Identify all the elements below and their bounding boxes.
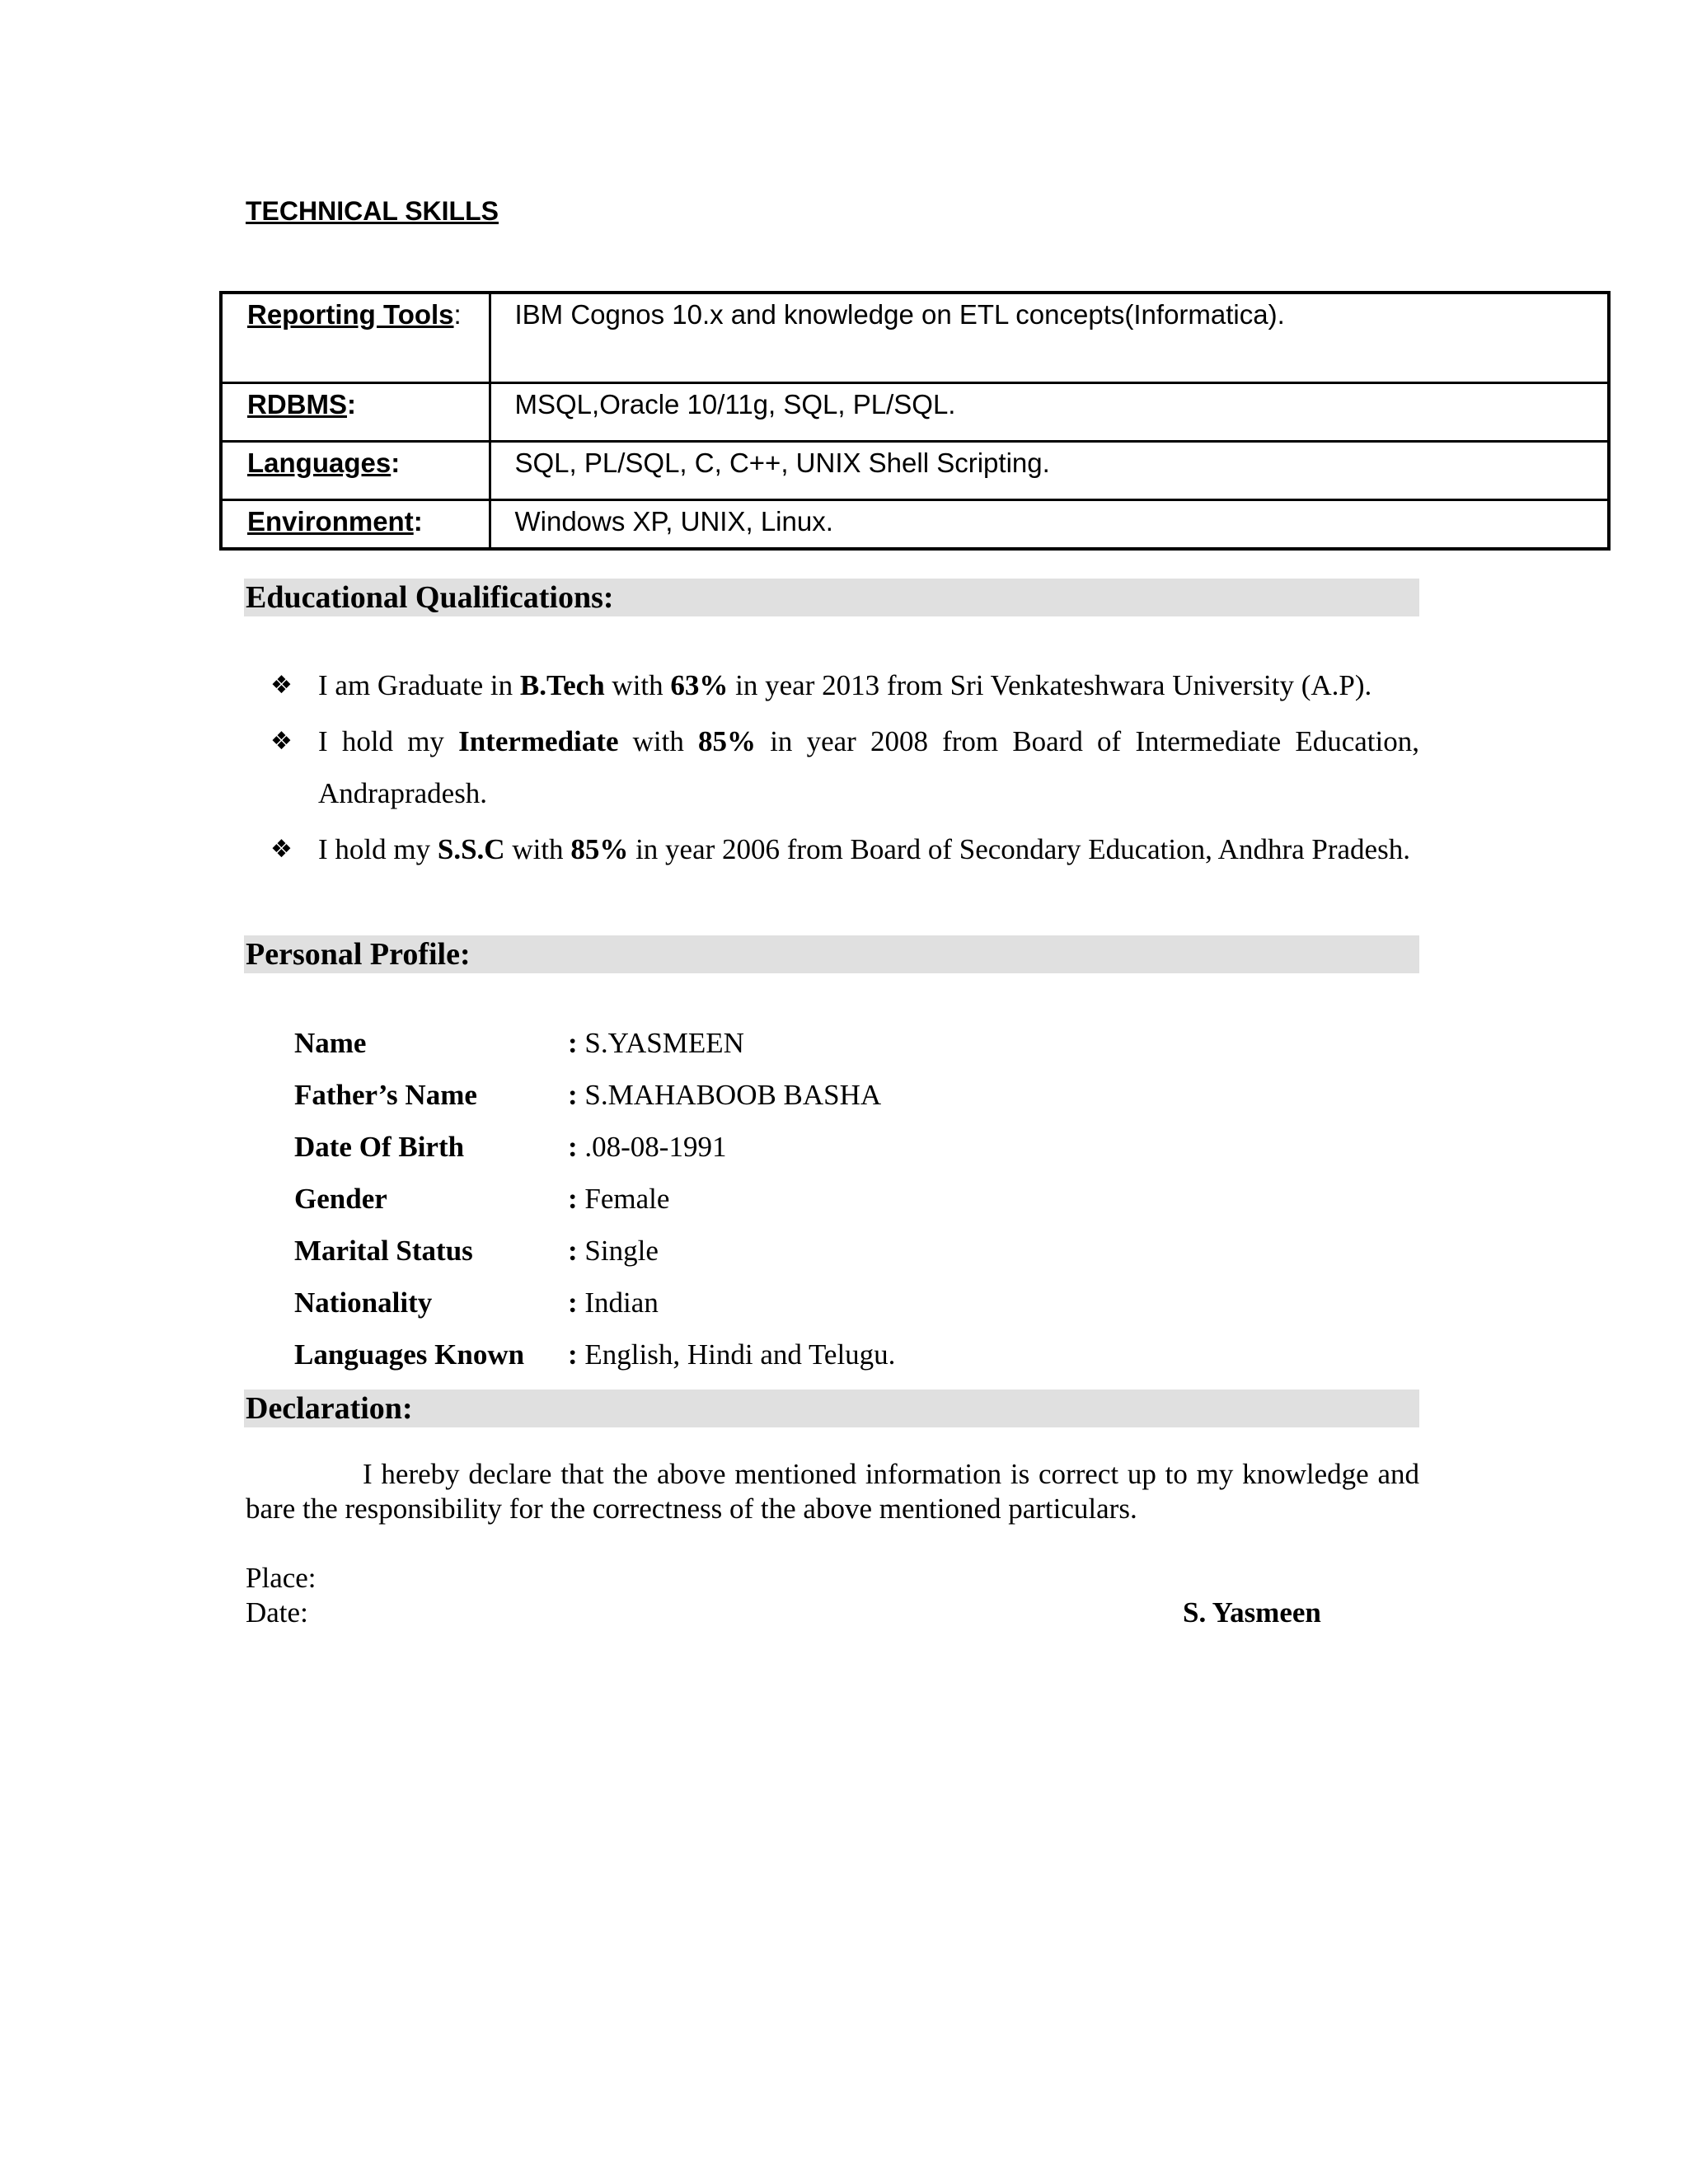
skill-label: RDBMS — [247, 388, 347, 419]
table-row — [221, 441, 1609, 499]
profile-colon: : — [568, 1338, 585, 1371]
personal-profile-heading: Personal Profile: — [244, 935, 1419, 973]
declaration-text: I hereby declare that the above mentioned information is correct up to my knowledge and bare the responsibility for the correctness of the above mentioned particulars. — [246, 1458, 1419, 1525]
profile-label: Father’s Name — [294, 1079, 477, 1111]
edu-text: in year 2013 from Sri Venkateshwara University (A.P). — [728, 669, 1372, 701]
edu-text: in year 2008 from Board of Intermediate Education, Andrapradesh. — [318, 725, 1419, 809]
skill-value: SQL, PL/SQL, C, C++, UNIX Shell Scripting. — [490, 441, 1609, 499]
declaration-paragraph — [246, 1457, 1419, 1526]
profile-value: .08-08-1991 — [584, 1131, 727, 1163]
skill-label-cell — [221, 293, 490, 382]
edu-text: I am Graduate in — [318, 669, 520, 701]
profile-colon: : — [568, 1131, 585, 1163]
profile-value: Single — [584, 1235, 659, 1267]
list-item — [246, 715, 1419, 819]
edu-percent: 85% — [698, 725, 757, 757]
edu-degree: Intermediate — [458, 725, 619, 757]
profile-value: S.MAHABOOB BASHA — [584, 1079, 882, 1111]
signature-name: S. Yasmeen — [1183, 1596, 1321, 1629]
skill-colon: : — [413, 505, 423, 537]
profile-label: Nationality — [294, 1286, 433, 1319]
edu-degree: S.S.C — [437, 833, 505, 865]
skill-label: Languages — [247, 447, 392, 478]
list-item — [246, 659, 1419, 711]
profile-row-gender — [294, 1179, 669, 1220]
diamond-bullet-icon: ❖ — [270, 671, 293, 700]
technical-skills-heading: TECHNICAL SKILLS — [246, 196, 499, 226]
skill-label-cell — [221, 441, 490, 499]
profile-row-nationality — [294, 1282, 659, 1324]
education-list — [246, 659, 1419, 875]
profile-label: Name — [294, 1027, 367, 1059]
skill-value: IBM Cognos 10.x and knowledge on ETL concepts(Informatica). — [490, 293, 1609, 382]
edu-text: with — [504, 833, 571, 865]
education-heading: Educational Qualifications: — [244, 579, 1419, 616]
profile-label: Languages Known — [294, 1338, 525, 1371]
edu-text: in year 2006 from Board of Secondary Education, Andhra Pradesh. — [628, 833, 1410, 865]
profile-value: Indian — [584, 1286, 659, 1319]
table-row — [221, 499, 1609, 549]
profile-label: Gender — [294, 1183, 387, 1215]
place-label: Place: — [246, 1562, 316, 1594]
skill-colon: : — [347, 388, 356, 419]
profile-colon: : — [568, 1079, 585, 1111]
skill-label-cell — [221, 382, 490, 441]
skill-label: Reporting Tools — [247, 299, 454, 330]
diamond-bullet-icon: ❖ — [270, 835, 293, 864]
edu-text: with — [604, 669, 671, 701]
profile-row-date-of-birth — [294, 1127, 726, 1168]
diamond-bullet-icon: ❖ — [270, 727, 293, 756]
edu-degree: B.Tech — [519, 669, 605, 701]
skill-label: Environment — [247, 505, 414, 537]
declaration-heading: Declaration: — [244, 1390, 1419, 1427]
skill-label-cell — [221, 499, 490, 549]
edu-percent: 85% — [570, 833, 629, 865]
profile-value: Female — [584, 1183, 670, 1215]
profile-row-languages-known — [294, 1334, 895, 1376]
profile-label: Date Of Birth — [294, 1131, 465, 1163]
profile-colon: : — [568, 1235, 585, 1267]
skill-colon: : — [453, 299, 462, 330]
profile-colon: : — [568, 1183, 585, 1215]
edu-text: with — [618, 725, 699, 757]
skill-colon: : — [391, 447, 401, 478]
profile-row-fathers-name — [294, 1075, 881, 1116]
profile-colon: : — [568, 1027, 585, 1059]
profile-value: S.YASMEEN — [584, 1027, 744, 1059]
profile-colon: : — [568, 1286, 585, 1319]
profile-row-name — [294, 1023, 744, 1064]
skill-value: MSQL,Oracle 10/11g, SQL, PL/SQL. — [490, 382, 1609, 441]
skill-value: Windows XP, UNIX, Linux. — [490, 499, 1609, 549]
list-item — [246, 823, 1419, 875]
edu-text: I hold my — [318, 725, 459, 757]
profile-row-marital-status — [294, 1230, 659, 1272]
skills-table — [219, 291, 1611, 551]
table-row — [221, 382, 1609, 441]
profile-value: English, Hindi and Telugu. — [584, 1338, 896, 1371]
edu-text: I hold my — [318, 833, 438, 865]
profile-label: Marital Status — [294, 1235, 473, 1267]
table-row — [221, 293, 1609, 382]
date-label: Date: — [246, 1596, 308, 1629]
edu-percent: 63% — [670, 669, 729, 701]
